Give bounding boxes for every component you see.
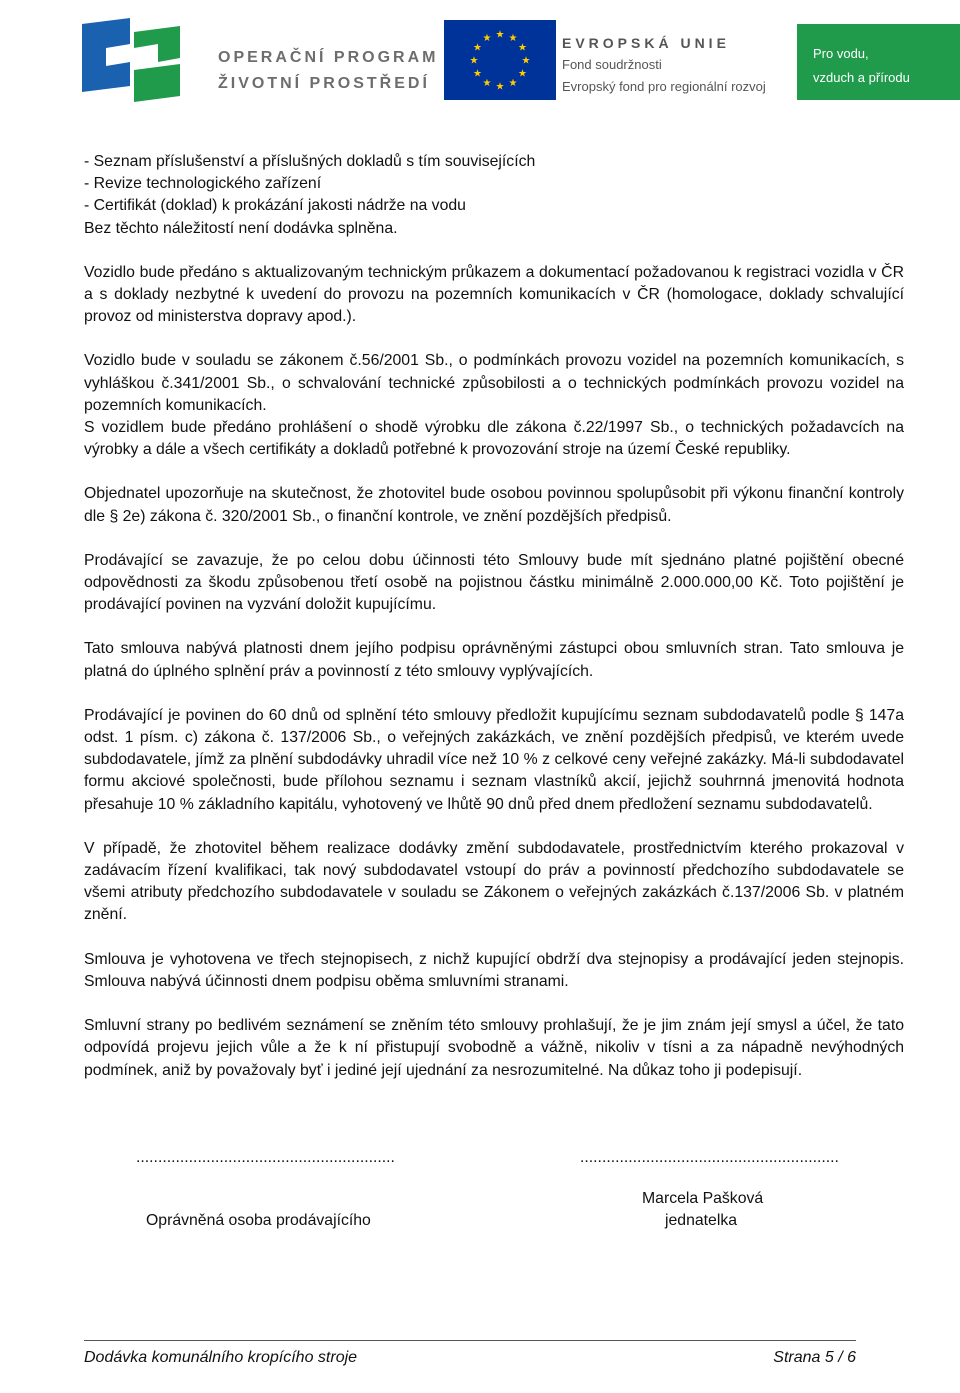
list-item: - Seznam příslušenství a příslušných dokladů s tím souvisejících [84,153,536,170]
eu-title: EVROPSKÁ UNIE [562,35,730,51]
eu-star-icon: ★ [473,68,482,80]
footer-document-title: Dodávka komunálního kropícího stroje [84,1349,358,1366]
eu-star-icon: ★ [508,78,518,89]
signature-label-seller: Oprávněná osoba prodávajícího [146,1212,371,1229]
signature-role-buyer: jednatelka [665,1212,738,1229]
op-title-line-2: ŽIVOTNÍ PROSTŘEDÍ [218,75,430,92]
paragraph-declaration: Smluvní strany po bedlivém seznámení se zněním této smlouvy prohlašují, že je jim znám její smysl a účel, že tato odpovídá projevu jejich vůle a že k ní přistupují svobodně a vážně, nikoliv v tísni a za nápadně nevýhodných podmínek, aniž by považovaly byť i jediné její ujednání za nesrozumitelné. Na důkaz toho ji podepisují. [84,1017,904,1079]
signature-line-left: ........................................................... [136,1149,395,1166]
footer-divider [84,1340,856,1341]
paragraph-financial-control: Objednatel upozorňuje na skutečnost, že zhotovitel bude osobou povinnou spolupůsobit při výkonu finanční kontroly dle § 2e) zákona č. 320/2001 Sb., o finanční kontrole, ve znění pozdějších předpisů. [84,485,904,525]
eu-star-icon: ★ [521,55,531,67]
eu-star-icon: ★ [473,42,482,54]
paragraph-conformity-declaration: S vozidlem bude předáno prohlášení o shodě výrobku dle zákona č.22/1997 Sb., o technických požadavcích na výrobky a dále a všech certifikáty a dokladů potřebné k provozování stroje na území České republiky. [84,419,904,459]
page-footer [84,1349,856,1367]
eu-star-icon: ★ [469,55,479,67]
paragraph-legal-compliance: Vozidlo bude v souladu se zákonem č.56/2001 Sb., o podmínkách provozu vozidel na pozemních komunikacích, s vyhláškou č.341/2001 Sb., o schvalování technické způsobilosti a o technických podmínkách provozu vozidel na pozemních komunikacích. [84,352,904,414]
page-header [0,0,960,118]
eu-fund-cohesion: Fond soudržnosti [562,57,662,72]
op-title-line-1: OPERAČNÍ PROGRAM [218,49,439,66]
paragraph-subcontractors: Prodávající je povinen do 60 dnů od splnění této smlouvy předložit kupujícímu seznam subdodavatelů podle § 147a odst. 1 písm. c) zákona č. 137/2006 Sb., o veřejných zakázkách, ve znění pozdějších předpisů, ve kterém uvede subdodavatele, jímž za plnění subdodávky uhradil více než 10 % z celkové ceny veřejné zakázky. Má-li subdodavatel formu akciové společnosti, bude přílohou seznamu i seznam vlastníků akcií, jejichž souhrnná jmenovitá hodnota přesahuje 10 % základního kapitálu, vyhotovený ve lhůtě 90 dnů před dnem předložení seznamu subdodavatelů. [84,706,904,813]
operacni-program-logo-icon [72,14,192,110]
eu-star-icon: ★ [482,33,492,44]
list-item: - Revize technologického zařízení [84,175,322,193]
list-note: Bez těchto náležitostí není dodávka splněna. [84,219,398,237]
eu-star-icon: ★ [518,42,527,54]
signature-name-buyer: Marcela Pašková [642,1190,764,1207]
eu-star-icon: ★ [495,29,505,41]
paragraph-validity: Tato smlouva nabývá platnosti dnem jejího podpisu oprávněnými zástupci obou smluvních stran. Tato smlouva je platná do úplného splnění práv a povinností z této smlouvy vyplývajících. [84,640,904,680]
eu-fund-regional: Evropský fond pro regionální rozvoj [562,79,766,94]
eu-flag-icon [444,20,556,100]
paragraph-vehicle-handover: Vozidlo bude předáno s aktualizovaným technickým průkazem a dokumentací požadovanou k registraci vozidla v ČR a s doklady nezbytné k uvedení do provozu na pozemních komunikacích v ČR (homologace, doklady schvalující provoz od ministerstva dopravy apod.). [84,263,904,326]
slogan-line-1: Pro vodu, [813,46,869,61]
eu-star-icon: ★ [508,33,518,44]
operacni-program-title [218,45,438,97]
eu-funding-text [562,32,766,98]
slogan-line-2: vzduch a přírodu [813,70,910,85]
eu-star-icon: ★ [482,78,492,89]
paragraph-copies: Smlouva je vyhotovena ve třech stejnopisech, z nichž kupující obdrží dva stejnopisy a prodávající jeden stejnopis. Smlouva nabývá účinnosti dnem podpisu oběma smluvními stranami. [84,950,904,990]
list-item: - Certifikát (doklad) k prokázání jakosti nádrže na vodu [84,197,466,215]
paragraph-subcontractor-change: V případě, že zhotovitel během realizace dodávky změní subdodavatele, prostřednictvím kterého prokazoval v zadávacím řízení kvalifikaci, tak nový subdodavatel vstoupí do práv a povinností předchozího subdodavatele se všemi atributy předchozího subdodavatele v souladu se Zákonem o veřejných zakázkách č.137/2006 Sb. v platném znění. [84,839,904,924]
slogan-box [797,24,960,100]
eu-star-icon: ★ [518,68,527,80]
eu-star-icon: ★ [495,81,505,93]
paragraph-insurance: Prodávající se zavazuje, že po celou dobu účinnosti této Smlouvy bude mít sjednáno platné pojištění obecné odpovědnosti za škodu způsobenou třetí osobě na pojistnou částku minimálně 2.000.000,00 Kč. Toto pojištění je prodávající povinen na vyzvání doložit kupujícímu. [84,551,904,614]
requirements-list [84,151,904,240]
document-body [84,151,904,1082]
signature-line-right: ........................................................... [580,1149,839,1166]
footer-page-number: Strana 5 / 6 [773,1349,856,1366]
